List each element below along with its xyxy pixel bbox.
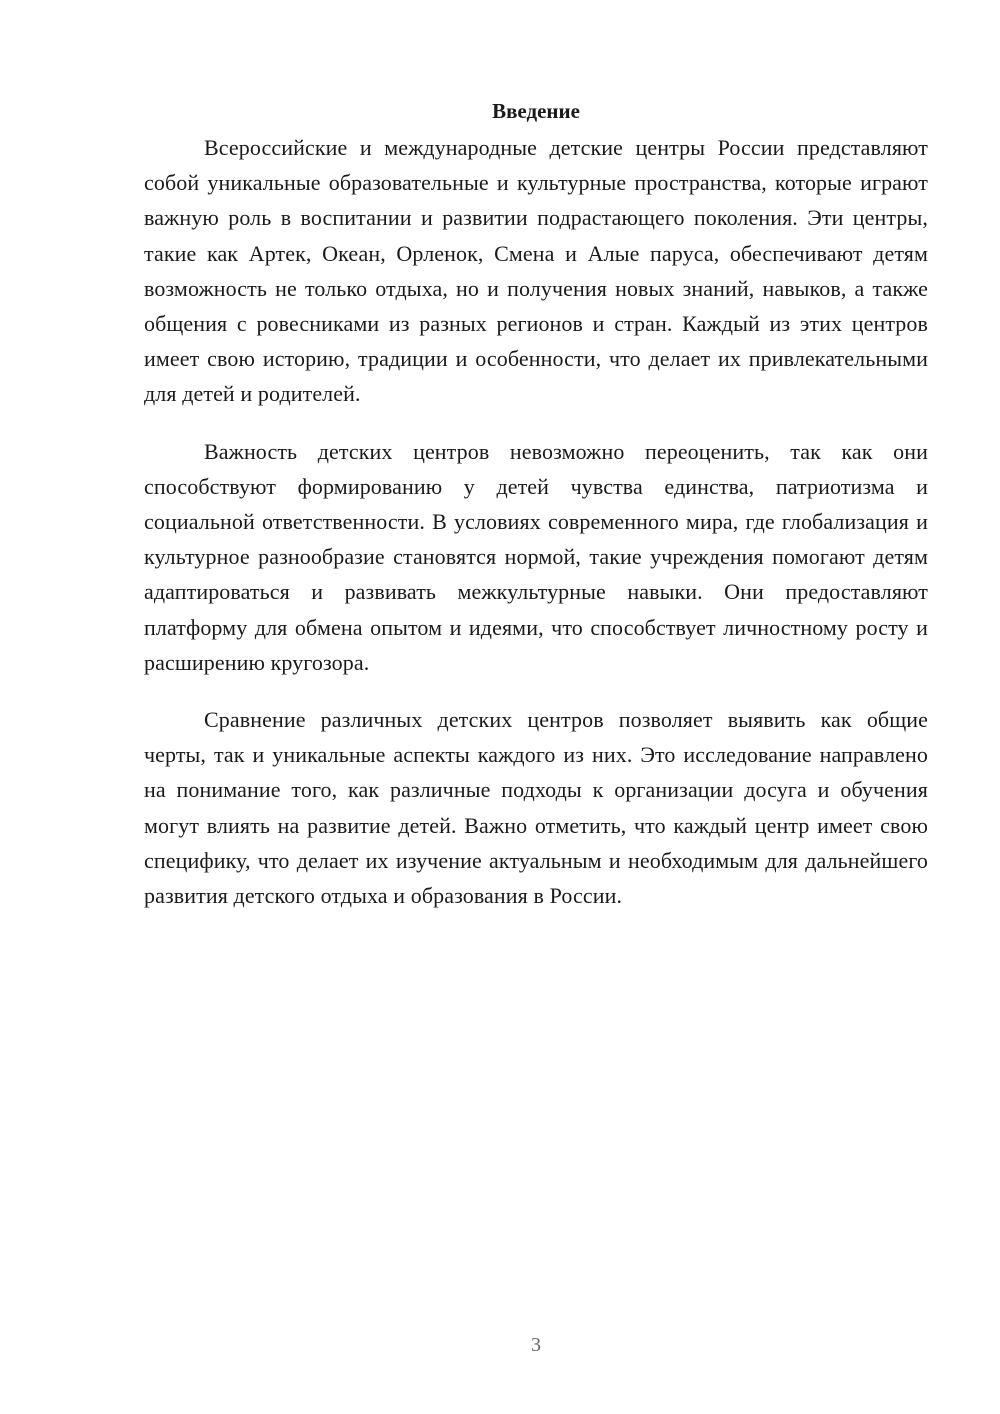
paragraph-1: Всероссийские и международные детские центры России представляют собой уникальные образовательные и культурные пространства, которые играют важную роль в воспитании и развитии подрастающего поколения. Эти центры, такие как Артек, Океан, Орленок, Смена и Алые паруса, обеспечивают детям возможность не только отдыха, но и получения новых знаний, навыков, а также общения с ровесниками из разных регионов и стран. Каждый из этих центров имеет свою историю, традиции и особенности, что делает их привлекательными для детей и родителей. xyxy=(144,135,928,407)
paragraph-2: Важность детских центров невозможно переоценить, так как они способствуют формированию у детей чувства единства, патриотизма и социальной ответственности. В условиях современного мира, где глобализация и культурное разнообразие становятся нормой, такие учреждения помогают детям адаптироваться и развивать межкультурные навыки. Они предоставляют платформу для обмена опытом и идеями, что способствует личностному росту и расширению кругозора. xyxy=(144,438,928,675)
page-content xyxy=(144,96,928,935)
page-number: 3 xyxy=(531,1334,541,1356)
section-title: Введение xyxy=(492,99,580,123)
paragraph-3: Сравнение различных детских центров позволяет выявить как общие черты, так и уникальные аспекты каждого из них. Это исследование направлено на понимание того, как различные подходы к организации досуга и обучения могут влиять на развитие детей. Важно отметить, что каждый центр имеет свою специфику, что делает их изучение актуальным и необходимым для дальнейшего развития детского отдыха и образования в России. xyxy=(144,707,928,909)
